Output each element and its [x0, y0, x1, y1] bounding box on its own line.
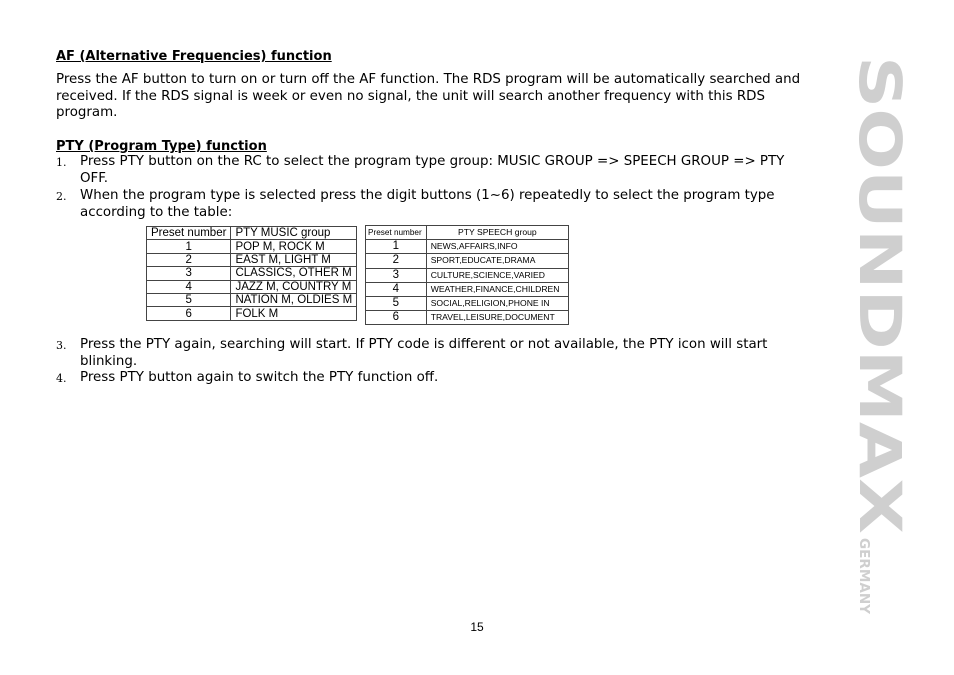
preset-cell: 4: [366, 282, 427, 296]
header-cell: PTY SPEECH group: [426, 226, 568, 240]
preset-cell: 6: [366, 311, 427, 325]
header-cell: PTY MUSIC group: [231, 227, 357, 240]
group-cell: CLASSICS, OTHER M: [231, 267, 357, 280]
pty-heading: PTY (Program Type) function: [56, 139, 267, 154]
table-row: [147, 253, 357, 266]
group-cell: NEWS,AFFAIRS,INFO: [426, 240, 568, 254]
pty-step-1: [56, 154, 806, 187]
pty-music-table: [146, 226, 357, 321]
logo-brand-text: SOUNDMAX: [846, 56, 914, 439]
af-paragraph: Press the AF button to turn on or turn off the AF function. The RDS program will be automatically searched and received. If the RDS signal is week or even no signal, the unit will search another frequency with this RDS program.: [56, 72, 801, 121]
group-cell: FOLK M: [231, 307, 357, 320]
af-heading: AF (Alternative Frequencies) function: [56, 49, 332, 64]
header-cell: Preset number: [366, 226, 427, 240]
pty-step-3: [56, 337, 806, 370]
step-text: When the program type is selected press the digit buttons (1~6) repeatedly to select the program type according to the table:: [80, 188, 775, 220]
header-cell: Preset number: [147, 227, 231, 240]
group-cell: POP M, ROCK M: [231, 240, 357, 253]
table-row: [366, 282, 569, 296]
pty-speech-table: [365, 225, 569, 325]
step-number: 3.: [56, 339, 67, 352]
group-cell: CULTURE,SCIENCE,VARIED: [426, 268, 568, 282]
table-row: [147, 267, 357, 280]
pty-step-2: [56, 188, 806, 221]
preset-cell: 3: [366, 268, 427, 282]
step-text: Press the PTY again, searching will start. If PTY code is different or not available, the PTY icon will start blinking.: [80, 337, 768, 369]
step-text: Press PTY button again to switch the PTY function off.: [80, 370, 439, 385]
table-row: [366, 240, 569, 254]
soundmax-logo: [846, 56, 916, 616]
page-number: 15: [470, 620, 484, 634]
group-cell: SOCIAL,RELIGION,PHONE IN: [426, 296, 568, 310]
table-row: [147, 240, 357, 253]
table-row: [366, 254, 569, 268]
step-number: 4.: [56, 372, 67, 385]
preset-cell: 1: [147, 240, 231, 253]
preset-cell: 2: [147, 253, 231, 266]
preset-cell: 5: [147, 293, 231, 306]
group-cell: EAST M, LIGHT M: [231, 253, 357, 266]
table-row: [147, 307, 357, 320]
table-row: [366, 311, 569, 325]
table-row: [366, 268, 569, 282]
step-number: 2.: [56, 190, 67, 203]
table-row: [147, 280, 357, 293]
preset-cell: 1: [366, 240, 427, 254]
group-cell: JAZZ M, COUNTRY M: [231, 280, 357, 293]
preset-cell: 5: [366, 296, 427, 310]
group-cell: TRAVEL,LEISURE,DOCUMENT: [426, 311, 568, 325]
group-cell: WEATHER,FINANCE,CHILDREN: [426, 282, 568, 296]
table-row: [147, 293, 357, 306]
table-row: [366, 296, 569, 310]
preset-cell: 6: [147, 307, 231, 320]
group-cell: NATION M, OLDIES M: [231, 293, 357, 306]
step-number: 1.: [56, 156, 67, 169]
preset-cell: 2: [366, 254, 427, 268]
preset-cell: 4: [147, 280, 231, 293]
table-header-row: [366, 226, 569, 240]
group-cell: SPORT,EDUCATE,DRAMA: [426, 254, 568, 268]
preset-cell: 3: [147, 267, 231, 280]
pty-step-4: [56, 370, 806, 387]
step-text: Press PTY button on the RC to select the program type group: MUSIC GROUP => SPEECH GROUP => PTY OFF.: [80, 154, 785, 186]
table-header-row: [147, 227, 357, 240]
logo-sub-text: GERMANY: [856, 538, 871, 611]
